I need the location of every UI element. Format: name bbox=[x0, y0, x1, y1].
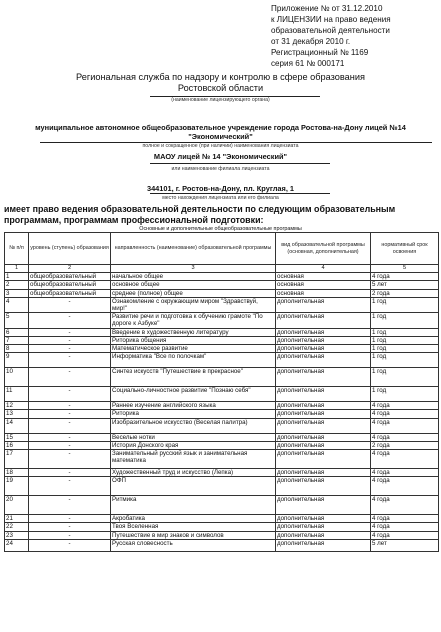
program-kind-cell: дополнительная bbox=[276, 297, 371, 312]
level-cell bbox=[29, 353, 111, 368]
program-name-cell: Занимательный русский язык и занимательная математика bbox=[111, 450, 276, 469]
table-row bbox=[5, 345, 439, 353]
org-short-name: МАОУ лицей № 14 "Экономический" bbox=[153, 152, 288, 161]
program-name-cell: Русская словесность bbox=[111, 539, 276, 551]
term-cell: 4 года bbox=[371, 531, 439, 539]
level-dash: - bbox=[68, 539, 71, 547]
program-kind-cell: дополнительная bbox=[276, 410, 371, 418]
annex-header bbox=[271, 3, 439, 69]
row-number-cell: 4 bbox=[5, 297, 29, 312]
level-cell bbox=[29, 328, 111, 336]
row-number-cell: 1 bbox=[5, 273, 29, 281]
row-number-cell: 6 bbox=[5, 328, 29, 336]
branch-caption: или наименование филиала лицензиата bbox=[171, 166, 270, 172]
level-cell bbox=[29, 441, 111, 449]
program-kind-cell: дополнительная bbox=[276, 313, 371, 328]
level-dash: - bbox=[68, 450, 71, 458]
row-number-cell: 12 bbox=[5, 402, 29, 410]
level-dash: - bbox=[68, 387, 71, 395]
row-number-cell: 22 bbox=[5, 523, 29, 531]
org-line: муниципальное автономное общеобразовательное учреждение города Ростова-на-Дону лицей №14 bbox=[35, 123, 406, 132]
row-number-cell: 7 bbox=[5, 336, 29, 344]
table-row bbox=[5, 433, 439, 441]
program-kind-cell: дополнительная bbox=[276, 441, 371, 449]
level-cell bbox=[29, 402, 111, 410]
column-number: 4 bbox=[276, 265, 371, 273]
level-cell bbox=[29, 469, 111, 477]
row-number-cell: 19 bbox=[5, 477, 29, 496]
term-cell: 4 года bbox=[371, 523, 439, 531]
row-number-cell: 3 bbox=[5, 289, 29, 297]
program-kind-cell: дополнительная bbox=[276, 450, 371, 469]
program-name-cell: Введение в художественную литературу bbox=[111, 328, 276, 336]
level-dash: - bbox=[68, 410, 71, 418]
level-dash: - bbox=[68, 418, 71, 426]
program-name-cell: Риторика bbox=[111, 410, 276, 418]
row-number-cell: 17 bbox=[5, 450, 29, 469]
level-dash: - bbox=[68, 531, 71, 539]
header-cell: нормативный срок освоения bbox=[371, 233, 439, 265]
level-dash: - bbox=[68, 433, 71, 441]
table-row bbox=[5, 496, 439, 515]
program-kind-cell: дополнительная bbox=[276, 539, 371, 551]
row-number-cell: 8 bbox=[5, 345, 29, 353]
program-name-cell: Изобразительное искусство (Веселая палитра) bbox=[111, 418, 276, 433]
term-cell: 4 года bbox=[371, 410, 439, 418]
row-number-cell: 20 bbox=[5, 496, 29, 515]
term-cell: 1 год bbox=[371, 387, 439, 402]
row-number-cell: 11 bbox=[5, 387, 29, 402]
header-line: Приложение № от 31.12.2010 bbox=[271, 4, 383, 13]
level-dash: - bbox=[68, 496, 71, 504]
level-cell bbox=[29, 496, 111, 515]
row-number-cell: 5 bbox=[5, 313, 29, 328]
level-cell: общеобразовательный bbox=[29, 273, 111, 281]
org-caption: полное и сокращенное (при наличии) наименования лицензиата bbox=[142, 143, 299, 149]
program-name-cell: Акробатика bbox=[111, 515, 276, 523]
agency-name bbox=[0, 72, 441, 94]
program-name-cell: начальное общее bbox=[111, 273, 276, 281]
level-cell bbox=[29, 418, 111, 433]
level-cell bbox=[29, 433, 111, 441]
table-row bbox=[5, 353, 439, 368]
term-cell: 4 года bbox=[371, 477, 439, 496]
level-cell: общеобразовательный bbox=[29, 281, 111, 289]
header-cell: вид образовательной программы (основная, дополнительная) bbox=[276, 233, 371, 265]
program-name-cell: среднее (полное) общее bbox=[111, 289, 276, 297]
table-row bbox=[5, 313, 439, 328]
table-body bbox=[5, 273, 439, 552]
table-row bbox=[5, 477, 439, 496]
table-row bbox=[5, 368, 439, 387]
level-cell bbox=[29, 387, 111, 402]
table-row bbox=[5, 336, 439, 344]
level-cell bbox=[29, 531, 111, 539]
term-cell: 5 лет bbox=[371, 539, 439, 551]
row-number-cell: 14 bbox=[5, 418, 29, 433]
program-kind-cell: основная bbox=[276, 273, 371, 281]
program-name-cell: Развитие речи и подготовка к обучению грамоте "По дороге к Азбуке" bbox=[111, 313, 276, 328]
table-row bbox=[5, 515, 439, 523]
program-name-cell: Информатика "Все по полочкам" bbox=[111, 353, 276, 368]
term-cell: 5 лет bbox=[371, 281, 439, 289]
program-kind-cell: дополнительная bbox=[276, 469, 371, 477]
header-line: Регистрационный № 1169 bbox=[271, 48, 369, 57]
header-cell: уровень (ступень) образования bbox=[29, 233, 111, 265]
level-dash: - bbox=[68, 515, 71, 523]
table-row bbox=[5, 273, 439, 281]
row-number-cell: 2 bbox=[5, 281, 29, 289]
level-cell bbox=[29, 523, 111, 531]
level-cell bbox=[29, 368, 111, 387]
program-kind-cell: дополнительная bbox=[276, 523, 371, 531]
program-kind-cell: основная bbox=[276, 289, 371, 297]
table-row bbox=[5, 402, 439, 410]
row-number-cell: 23 bbox=[5, 531, 29, 539]
column-number: 1 bbox=[5, 265, 29, 273]
level-cell bbox=[29, 410, 111, 418]
header-line: от 31 декабря 2010 г. bbox=[271, 37, 351, 46]
column-number: 5 bbox=[371, 265, 439, 273]
header-line: образовательной деятельности bbox=[271, 26, 390, 35]
program-name-cell: Синтез искусств "Путешествие в прекрасное" bbox=[111, 368, 276, 387]
level-dash: - bbox=[68, 523, 71, 531]
underline bbox=[150, 193, 330, 194]
term-cell: 4 года bbox=[371, 402, 439, 410]
programs-table bbox=[4, 232, 439, 552]
organization-name bbox=[0, 123, 441, 141]
term-cell: 1 год bbox=[371, 313, 439, 328]
program-kind-cell: основная bbox=[276, 281, 371, 289]
level-cell bbox=[29, 539, 111, 551]
level-dash: - bbox=[68, 368, 71, 376]
program-name-cell: основное общее bbox=[111, 281, 276, 289]
level-dash: - bbox=[68, 402, 71, 410]
term-cell: 1 год bbox=[371, 353, 439, 368]
row-number-cell: 9 bbox=[5, 353, 29, 368]
table-row bbox=[5, 418, 439, 433]
term-cell: 1 год bbox=[371, 368, 439, 387]
term-cell: 2 года bbox=[371, 289, 439, 297]
level-dash: - bbox=[68, 345, 71, 353]
column-number: 3 bbox=[111, 265, 276, 273]
term-cell: 1 год bbox=[371, 336, 439, 344]
address-caption: место нахождения лицензиата или его филиала bbox=[162, 195, 279, 201]
term-cell: 4 года bbox=[371, 515, 439, 523]
table-row bbox=[5, 297, 439, 312]
term-cell: 4 года bbox=[371, 418, 439, 433]
term-cell: 4 года bbox=[371, 496, 439, 515]
program-kind-cell: дополнительная bbox=[276, 353, 371, 368]
rights-statement: имеет право ведения образовательной деятельности по следующим образовательным программам, программам профессиональной подготовки: bbox=[4, 204, 396, 225]
level-cell bbox=[29, 297, 111, 312]
row-number-cell: 15 bbox=[5, 433, 29, 441]
row-number-cell: 21 bbox=[5, 515, 29, 523]
program-name-cell: ОФП bbox=[111, 477, 276, 496]
table-row bbox=[5, 531, 439, 539]
level-dash: - bbox=[68, 313, 71, 321]
level-cell bbox=[29, 477, 111, 496]
program-kind-cell: дополнительная bbox=[276, 433, 371, 441]
program-name-cell: Художественный труд и искусство (Лепка) bbox=[111, 469, 276, 477]
level-cell bbox=[29, 345, 111, 353]
program-kind-cell: дополнительная bbox=[276, 418, 371, 433]
program-name-cell: Ознакомление с окружающим миром "Здравствуй, мир!" bbox=[111, 297, 276, 312]
program-name-cell: Социально-личностное развитие "Познаю себя" bbox=[111, 387, 276, 402]
header-cell: № п/п bbox=[5, 233, 29, 265]
program-name-cell: Веселые нотки bbox=[111, 433, 276, 441]
program-kind-cell: дополнительная bbox=[276, 345, 371, 353]
program-kind-cell: дополнительная bbox=[276, 368, 371, 387]
table-row bbox=[5, 523, 439, 531]
level-cell bbox=[29, 450, 111, 469]
program-kind-cell: дополнительная bbox=[276, 477, 371, 496]
level-cell bbox=[29, 336, 111, 344]
table-row bbox=[5, 281, 439, 289]
level-dash: - bbox=[68, 336, 71, 344]
level-dash: - bbox=[68, 297, 71, 305]
level-dash: - bbox=[68, 477, 71, 485]
term-cell: 1 год bbox=[371, 345, 439, 353]
level-cell bbox=[29, 515, 111, 523]
program-name-cell: Твоя Вселенная bbox=[111, 523, 276, 531]
row-number-cell: 24 bbox=[5, 539, 29, 551]
table-row bbox=[5, 387, 439, 402]
program-kind-cell: дополнительная bbox=[276, 402, 371, 410]
term-cell: 4 года bbox=[371, 469, 439, 477]
program-name-cell: Риторика общения bbox=[111, 336, 276, 344]
level-cell: общеобразовательный bbox=[29, 289, 111, 297]
program-kind-cell: дополнительная bbox=[276, 515, 371, 523]
program-kind-cell: дополнительная bbox=[276, 328, 371, 336]
org-line: "Экономический" bbox=[188, 132, 253, 141]
term-cell: 4 года bbox=[371, 273, 439, 281]
level-dash: - bbox=[68, 328, 71, 336]
agency-line: Региональная служба по надзору и контролю в сфере образования bbox=[76, 72, 365, 82]
program-name-cell: Путешествие в мир знаков и символов bbox=[111, 531, 276, 539]
column-number-row bbox=[5, 265, 439, 273]
table-row bbox=[5, 539, 439, 551]
program-kind-cell: дополнительная bbox=[276, 496, 371, 515]
table-title: Основные и дополнительные общеобразовательные программы bbox=[139, 226, 302, 232]
level-dash: - bbox=[68, 441, 71, 449]
program-kind-cell: дополнительная bbox=[276, 531, 371, 539]
table-header-row bbox=[5, 233, 439, 265]
agency-line: Ростовской области bbox=[177, 83, 264, 93]
row-number-cell: 18 bbox=[5, 469, 29, 477]
org-address: 344101, г. Ростов-на-Дону, пл. Круглая, 1 bbox=[146, 184, 295, 193]
table-row bbox=[5, 328, 439, 336]
header-cell: направленность (наименование) образовательной программы bbox=[111, 233, 276, 265]
program-name-cell: Раннее изучение английского языка bbox=[111, 402, 276, 410]
program-name-cell: История Донского края bbox=[111, 441, 276, 449]
underline bbox=[150, 163, 330, 164]
row-number-cell: 13 bbox=[5, 410, 29, 418]
table-row bbox=[5, 289, 439, 297]
level-cell bbox=[29, 313, 111, 328]
program-kind-cell: дополнительная bbox=[276, 336, 371, 344]
header-line: к ЛИЦЕНЗИИ на право ведения bbox=[271, 15, 391, 24]
term-cell: 1 год bbox=[371, 297, 439, 312]
table-row bbox=[5, 410, 439, 418]
term-cell: 1 год bbox=[371, 328, 439, 336]
term-cell: 4 года bbox=[371, 450, 439, 469]
program-name-cell: Математическое развитие bbox=[111, 345, 276, 353]
program-kind-cell: дополнительная bbox=[276, 387, 371, 402]
table-row bbox=[5, 441, 439, 449]
term-cell: 2 года bbox=[371, 441, 439, 449]
header-line: серия 61 № 000171 bbox=[271, 59, 345, 68]
level-dash: - bbox=[68, 353, 71, 361]
term-cell: 4 года bbox=[371, 433, 439, 441]
row-number-cell: 16 bbox=[5, 441, 29, 449]
column-number: 2 bbox=[29, 265, 111, 273]
level-dash: - bbox=[68, 469, 71, 477]
table-row bbox=[5, 469, 439, 477]
table-row bbox=[5, 450, 439, 469]
program-name-cell: Ритмика bbox=[111, 496, 276, 515]
row-number-cell: 10 bbox=[5, 368, 29, 387]
agency-caption: (наименование лицензирующего органа) bbox=[171, 97, 270, 103]
